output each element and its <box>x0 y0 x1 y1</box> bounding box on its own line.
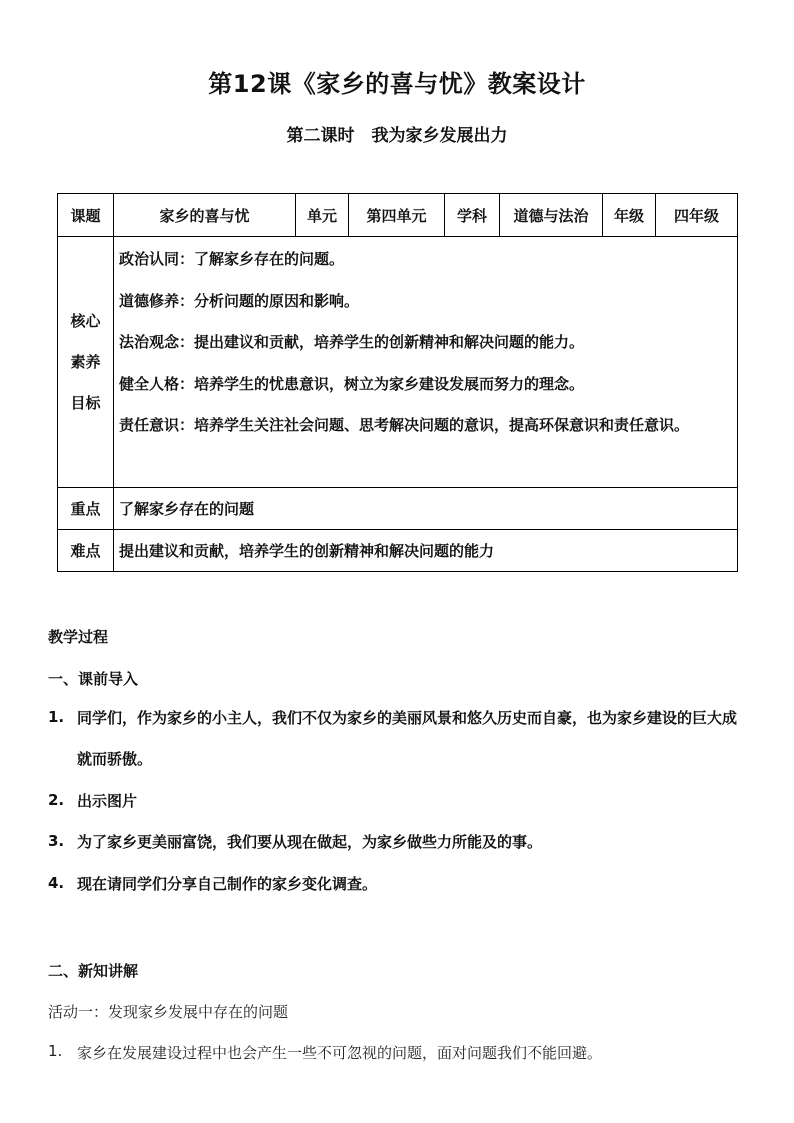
section-1-heading: 一、课前导入 <box>48 670 139 688</box>
cell-core-goals <box>114 237 738 488</box>
item-number: 4. <box>48 874 65 892</box>
table-row-difficulty <box>58 530 738 572</box>
document-subtitle: 第二课时 我为家乡发展出力 <box>286 126 508 146</box>
cell-grade-label: 年级 <box>603 194 656 237</box>
item-number: 2. <box>48 791 65 809</box>
goal-line: 道德修养：分析问题的原因和影响。 <box>119 291 360 310</box>
cell-difficulty-label: 难点 <box>58 530 114 572</box>
section-2-heading: 二、新知讲解 <box>48 962 139 980</box>
item-text: 家乡在发展建设过程中也会产生一些不可忽视的问题，面对问题我们不能回避。 <box>77 1044 603 1062</box>
goal-line: 健全人格：培养学生的忧患意识，树立为家乡建设发展而努力的理念。 <box>119 374 585 393</box>
item-text: 同学们，作为家乡的小主人，我们不仅为家乡的美丽风景和悠久历史而自豪，也为家乡建设的巨大成就而骄傲。 <box>77 709 738 768</box>
activity-1-heading: 活动一：发现家乡发展中存在的问题 <box>48 1003 289 1021</box>
cell-key-text: 了解家乡存在的问题 <box>114 488 738 530</box>
document-title: 第12课《家乡的喜与忧》教案设计 <box>208 70 586 98</box>
cell-key-label: 重点 <box>58 488 114 530</box>
lesson-info-table <box>57 193 738 572</box>
process-heading: 教学过程 <box>48 628 109 646</box>
list-item <box>48 781 748 822</box>
list-item <box>48 1042 748 1063</box>
core-label-2: 素养 <box>70 352 101 371</box>
item-number: 3. <box>48 832 65 850</box>
cell-core-label <box>58 237 114 488</box>
cell-topic-label: 课题 <box>58 194 114 237</box>
list-item <box>48 698 748 780</box>
cell-subject-value: 道德与法治 <box>500 194 603 237</box>
list-item <box>48 864 748 905</box>
table-row-header <box>58 194 738 237</box>
cell-unit-label: 单元 <box>296 194 349 237</box>
core-label-3: 目标 <box>70 393 101 412</box>
goal-line: 政治认同：了解家乡存在的问题。 <box>119 250 345 268</box>
goal-line: 责任意识：培养学生关注社会问题、思考解决问题的意识，提高环保意识和责任意识。 <box>119 416 690 434</box>
cell-difficulty-text: 提出建议和贡献，培养学生的创新精神和解决问题的能力 <box>114 530 738 572</box>
goal-line: 法治观念：提出建议和贡献，培养学生的创新精神和解决问题的能力。 <box>119 333 585 351</box>
item-text: 为了家乡更美丽富饶，我们要从现在做起，为家乡做些力所能及的事。 <box>77 833 543 851</box>
cell-subject-label: 学科 <box>445 194 500 237</box>
table-row-core-goals <box>58 237 738 488</box>
cell-unit-value: 第四单元 <box>349 194 445 237</box>
item-number: 1. <box>48 708 65 726</box>
table-row-key-point <box>58 488 738 530</box>
cell-grade-value: 四年级 <box>656 194 738 237</box>
item-text: 出示图片 <box>77 792 138 810</box>
list-item <box>48 822 748 863</box>
item-text: 现在请同学们分享自己制作的家乡变化调查。 <box>77 875 378 893</box>
core-label-1: 核心 <box>70 311 101 330</box>
item-number: 1. <box>48 1042 63 1060</box>
cell-topic-value: 家乡的喜与忧 <box>114 194 296 237</box>
